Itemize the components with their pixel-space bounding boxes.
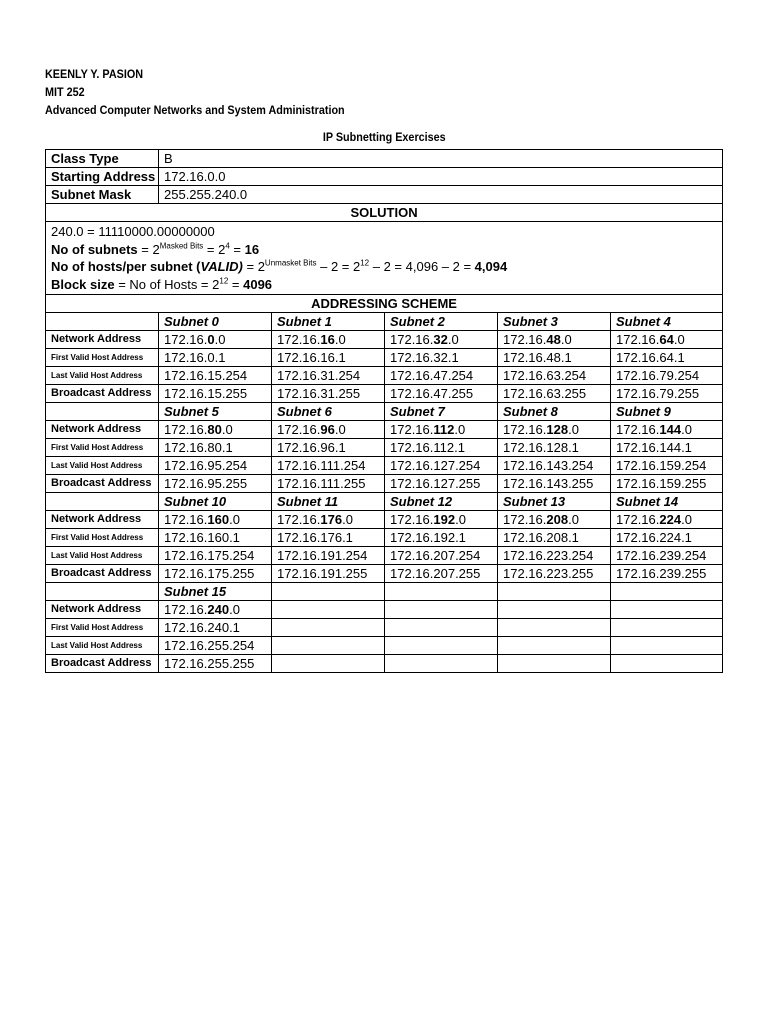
- first-host-cell: 172.16.160.1: [159, 529, 272, 547]
- broadcast-cell: 172.16.143.255: [498, 475, 611, 493]
- network-address-cell: 172.16.48.0: [498, 331, 611, 349]
- solution-line-subnets: No of subnets = $2^{Masked Bits} = 2^4 = 16$: [51, 241, 260, 257]
- broadcast-cell: 172.16.223.255: [498, 565, 611, 583]
- row-label: Network Address: [46, 511, 159, 529]
- info-value: 172.16.0.0: [159, 168, 723, 186]
- first-host-cell: 172.16.112.1: [385, 439, 498, 457]
- network-address-cell: 172.16.128.0: [498, 421, 611, 439]
- network-address-cell: 172.16.208.0: [498, 511, 611, 529]
- subnet-name: Subnet 14: [611, 493, 723, 511]
- subnet-name: Subnet 0: [159, 313, 272, 331]
- last-host-cell: 172.16.15.254: [159, 367, 272, 385]
- row-label: Broadcast Address: [46, 655, 159, 673]
- broadcast-cell: 172.16.191.255: [272, 565, 385, 583]
- broadcast-address-row: [46, 655, 723, 673]
- network-address-cell: 172.16.224.0: [611, 511, 723, 529]
- subnet-name: Subnet 11: [272, 493, 385, 511]
- first-valid-host-row: [46, 529, 723, 547]
- last-host-cell: 172.16.255.254: [159, 637, 272, 655]
- last-host-cell: [272, 637, 385, 655]
- last-host-cell: 172.16.175.254: [159, 547, 272, 565]
- info-row-class: [46, 150, 723, 168]
- last-host-cell: [385, 637, 498, 655]
- first-host-cell: 172.16.192.1: [385, 529, 498, 547]
- broadcast-cell: 172.16.127.255: [385, 475, 498, 493]
- first-host-cell: 172.16.64.1: [611, 349, 723, 367]
- last-valid-host-row: [46, 367, 723, 385]
- info-label: Class Type: [46, 150, 159, 168]
- network-address-row: [46, 601, 723, 619]
- network-address-cell: 172.16.80.0: [159, 421, 272, 439]
- broadcast-cell: 172.16.95.255: [159, 475, 272, 493]
- broadcast-address-row: [46, 385, 723, 403]
- broadcast-cell: 172.16.175.255: [159, 565, 272, 583]
- last-valid-host-row: [46, 547, 723, 565]
- subnet-name: Subnet 8: [498, 403, 611, 421]
- subnet-name: [272, 583, 385, 601]
- first-host-cell: [272, 619, 385, 637]
- last-host-cell: 172.16.111.254: [272, 457, 385, 475]
- last-valid-host-row: [46, 637, 723, 655]
- first-host-cell: 172.16.80.1: [159, 439, 272, 457]
- row-label: Network Address: [46, 601, 159, 619]
- broadcast-cell: 172.16.79.255: [611, 385, 723, 403]
- info-row-start: [46, 168, 723, 186]
- broadcast-cell: [385, 655, 498, 673]
- first-host-cell: 172.16.240.1: [159, 619, 272, 637]
- author-name: KEENLY Y. PASION: [45, 67, 144, 81]
- broadcast-cell: 172.16.159.255: [611, 475, 723, 493]
- subnet-header-blank: [46, 583, 159, 601]
- last-host-cell: 172.16.143.254: [498, 457, 611, 475]
- first-host-cell: 172.16.48.1: [498, 349, 611, 367]
- last-host-cell: [498, 637, 611, 655]
- broadcast-cell: 172.16.47.255: [385, 385, 498, 403]
- last-host-cell: 172.16.207.254: [385, 547, 498, 565]
- last-host-cell: 172.16.223.254: [498, 547, 611, 565]
- network-address-row: [46, 511, 723, 529]
- document-title: IP Subnetting Exercises: [322, 130, 446, 144]
- subnet-name: Subnet 13: [498, 493, 611, 511]
- solution-heading-row: [46, 204, 723, 222]
- subnet-name: Subnet 15: [159, 583, 272, 601]
- last-valid-host-row: [46, 457, 723, 475]
- broadcast-cell: 172.16.255.255: [159, 655, 272, 673]
- subnet-header-row: [46, 493, 723, 511]
- first-host-cell: 172.16.208.1: [498, 529, 611, 547]
- broadcast-cell: [611, 655, 723, 673]
- first-host-cell: [498, 619, 611, 637]
- network-address-cell: 172.16.64.0: [611, 331, 723, 349]
- network-address-row: [46, 331, 723, 349]
- row-label: Broadcast Address: [46, 385, 159, 403]
- broadcast-cell: 172.16.31.255: [272, 385, 385, 403]
- last-host-cell: 172.16.239.254: [611, 547, 723, 565]
- network-address-cell: 172.16.32.0: [385, 331, 498, 349]
- last-host-cell: 172.16.95.254: [159, 457, 272, 475]
- network-address-cell: [385, 601, 498, 619]
- subnet-header-row: [46, 403, 723, 421]
- last-host-cell: 172.16.159.254: [611, 457, 723, 475]
- last-host-cell: 172.16.191.254: [272, 547, 385, 565]
- row-label: Broadcast Address: [46, 565, 159, 583]
- network-address-cell: 172.16.240.0: [159, 601, 272, 619]
- subnet-name: Subnet 12: [385, 493, 498, 511]
- course-subject: Advanced Computer Networks and System Administration: [45, 103, 345, 117]
- network-address-cell: 172.16.192.0: [385, 511, 498, 529]
- solution-heading: SOLUTION: [46, 204, 723, 222]
- subnet-name: Subnet 2: [385, 313, 498, 331]
- first-host-cell: 172.16.144.1: [611, 439, 723, 457]
- subnet-name: Subnet 6: [272, 403, 385, 421]
- first-host-cell: [611, 619, 723, 637]
- row-label: Last Valid Host Address: [46, 367, 159, 385]
- scheme-heading: ADDRESSING SCHEME: [46, 295, 723, 313]
- broadcast-cell: 172.16.111.255: [272, 475, 385, 493]
- subnet-name: Subnet 5: [159, 403, 272, 421]
- solution-body-row: [46, 222, 723, 295]
- subnet-name: [611, 583, 723, 601]
- broadcast-cell: 172.16.63.255: [498, 385, 611, 403]
- subnet-header-row: [46, 313, 723, 331]
- first-host-cell: [385, 619, 498, 637]
- first-valid-host-row: [46, 439, 723, 457]
- broadcast-cell: 172.16.15.255: [159, 385, 272, 403]
- first-host-cell: 172.16.16.1: [272, 349, 385, 367]
- broadcast-cell: 172.16.207.255: [385, 565, 498, 583]
- row-label: Last Valid Host Address: [46, 637, 159, 655]
- row-label: First Valid Host Address: [46, 619, 159, 637]
- row-label: Last Valid Host Address: [46, 457, 159, 475]
- row-label: Broadcast Address: [46, 475, 159, 493]
- network-address-cell: 172.16.96.0: [272, 421, 385, 439]
- subnetting-table: [45, 149, 723, 673]
- solution-line-binary: 240.0 = 11110000.00000000: [51, 224, 215, 239]
- subnet-header-blank: [46, 403, 159, 421]
- first-host-cell: 172.16.0.1: [159, 349, 272, 367]
- broadcast-address-row: [46, 475, 723, 493]
- last-host-cell: 172.16.127.254: [385, 457, 498, 475]
- first-valid-host-row: [46, 349, 723, 367]
- last-host-cell: 172.16.79.254: [611, 367, 723, 385]
- row-label: First Valid Host Address: [46, 529, 159, 547]
- subnet-header-blank: [46, 313, 159, 331]
- row-label: First Valid Host Address: [46, 349, 159, 367]
- subnet-name: Subnet 9: [611, 403, 723, 421]
- first-host-cell: 172.16.96.1: [272, 439, 385, 457]
- network-address-cell: 172.16.16.0: [272, 331, 385, 349]
- first-host-cell: 172.16.176.1: [272, 529, 385, 547]
- subnet-name: Subnet 4: [611, 313, 723, 331]
- row-label: Network Address: [46, 421, 159, 439]
- network-address-cell: 172.16.0.0: [159, 331, 272, 349]
- first-host-cell: 172.16.224.1: [611, 529, 723, 547]
- first-host-cell: 172.16.32.1: [385, 349, 498, 367]
- subnet-name: Subnet 1: [272, 313, 385, 331]
- network-address-cell: [611, 601, 723, 619]
- network-address-cell: 172.16.144.0: [611, 421, 723, 439]
- first-valid-host-row: [46, 619, 723, 637]
- last-host-cell: 172.16.47.254: [385, 367, 498, 385]
- subnet-name: Subnet 10: [159, 493, 272, 511]
- subnet-name: [498, 583, 611, 601]
- network-address-cell: [272, 601, 385, 619]
- last-host-cell: [611, 637, 723, 655]
- subnet-name: [385, 583, 498, 601]
- network-address-cell: 172.16.160.0: [159, 511, 272, 529]
- network-address-cell: 172.16.112.0: [385, 421, 498, 439]
- subnet-name: Subnet 3: [498, 313, 611, 331]
- solution-line-hosts: No of hosts/per subnet (VALID) = $2^{Unmasket Bits} - 2 = 2^{12} - 2 = 4,096 - 2 = 4,094$: [51, 258, 508, 274]
- info-value: 255.255.240.0: [159, 186, 723, 204]
- info-value: B: [159, 150, 723, 168]
- last-host-cell: 172.16.31.254: [272, 367, 385, 385]
- broadcast-cell: [498, 655, 611, 673]
- solution-body: [46, 222, 723, 295]
- info-label: Starting Address: [46, 168, 159, 186]
- scheme-heading-row: [46, 295, 723, 313]
- solution-line-block: Block size = No of Hosts = $2^{12} = 4096$: [51, 276, 273, 292]
- subnet-name: Subnet 7: [385, 403, 498, 421]
- network-address-cell: 172.16.176.0: [272, 511, 385, 529]
- broadcast-address-row: [46, 565, 723, 583]
- row-label: Last Valid Host Address: [46, 547, 159, 565]
- document-header: [45, 65, 345, 119]
- first-host-cell: 172.16.128.1: [498, 439, 611, 457]
- subnet-header-row: [46, 583, 723, 601]
- last-host-cell: 172.16.63.254: [498, 367, 611, 385]
- subnet-header-blank: [46, 493, 159, 511]
- info-label: Subnet Mask: [46, 186, 159, 204]
- network-address-row: [46, 421, 723, 439]
- broadcast-cell: [272, 655, 385, 673]
- course-code: MIT 252: [45, 85, 85, 99]
- network-address-cell: [498, 601, 611, 619]
- row-label: Network Address: [46, 331, 159, 349]
- row-label: First Valid Host Address: [46, 439, 159, 457]
- broadcast-cell: 172.16.239.255: [611, 565, 723, 583]
- info-row-mask: [46, 186, 723, 204]
